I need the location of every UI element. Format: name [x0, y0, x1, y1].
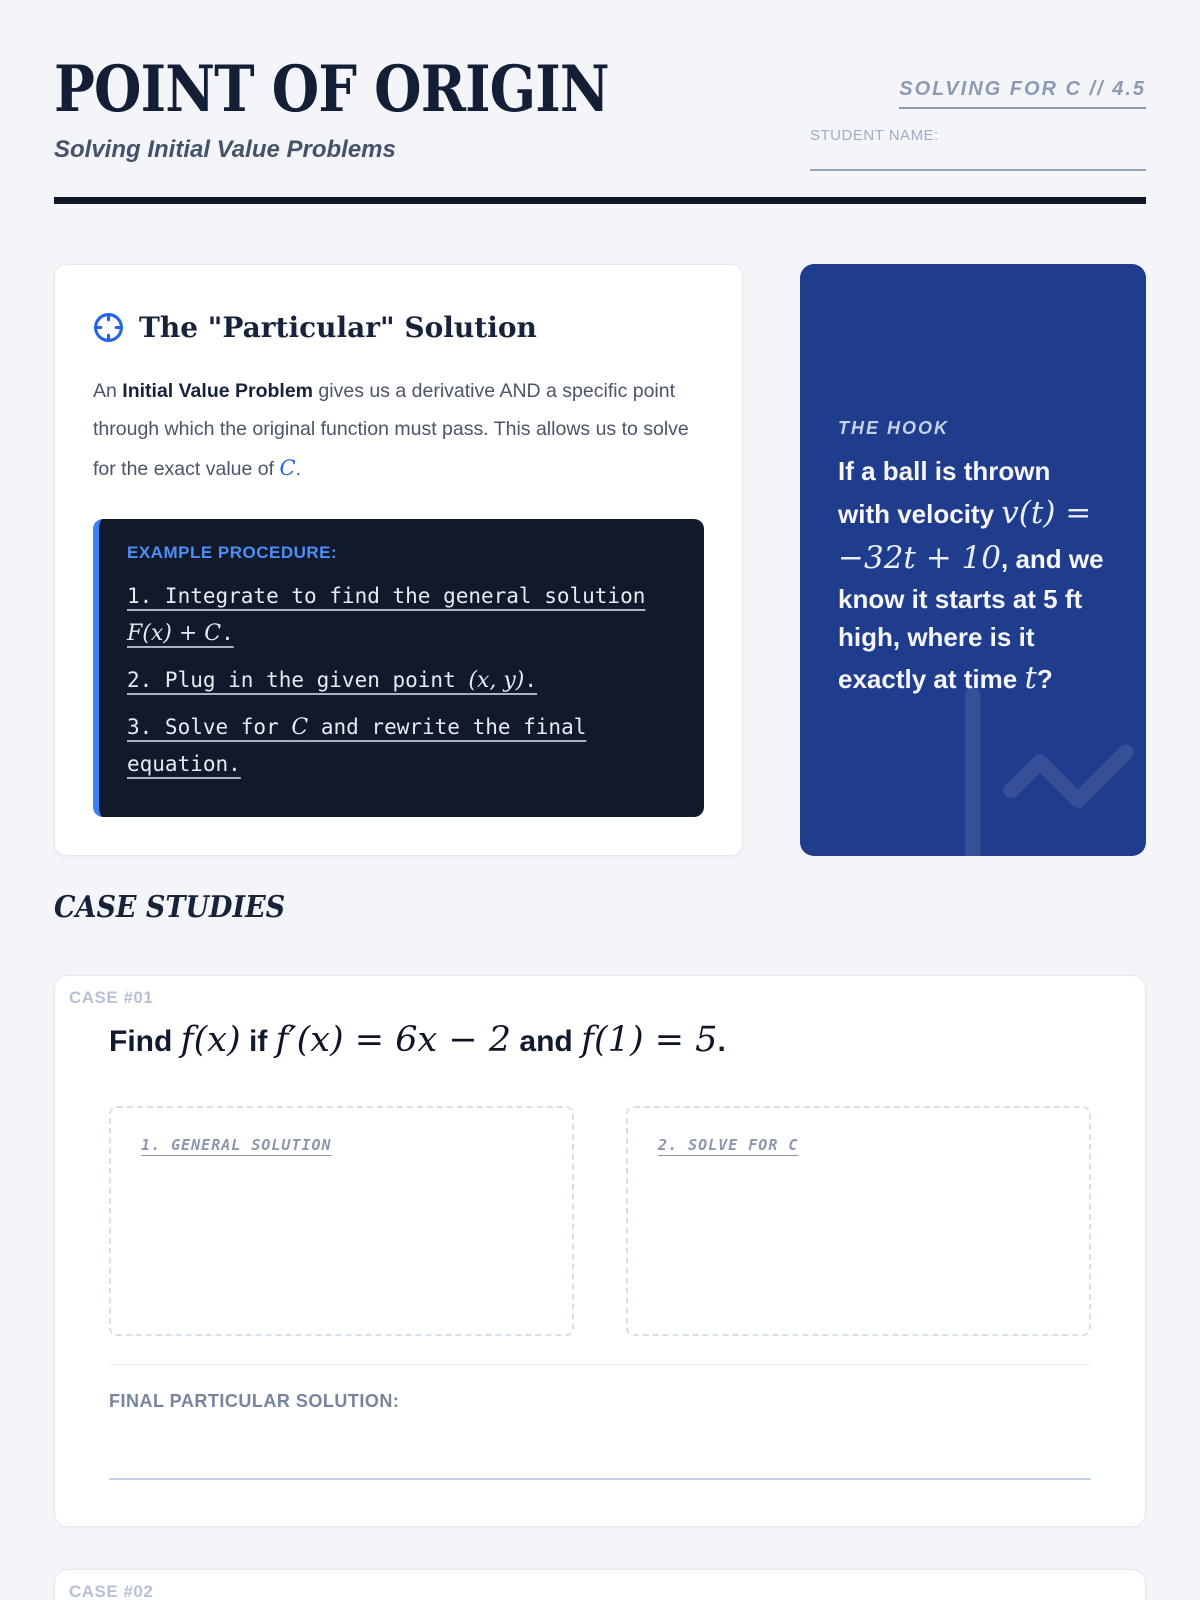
- problem-text: and: [511, 1025, 582, 1058]
- problem-math-condition: f(1) = 5: [581, 1020, 718, 1060]
- final-solution-answer-line[interactable]: [109, 1478, 1091, 1480]
- hook-math-t: t: [1024, 660, 1037, 697]
- procedure-step-2: [127, 662, 676, 699]
- particular-solution-card: [54, 264, 743, 856]
- case-01-problem: [109, 1020, 1091, 1060]
- hook-text-run: ?: [1036, 664, 1053, 695]
- example-procedure-box: [93, 519, 704, 817]
- solve-for-c-label: 2. SOLVE FOR C: [658, 1136, 799, 1154]
- unit-label: SOLVING FOR C // 4.5: [899, 78, 1146, 109]
- step-text: 2. Plug in the given point: [127, 668, 469, 693]
- intro-paragraph-text: An: [93, 380, 123, 402]
- header: [54, 52, 1146, 171]
- math-c: C: [279, 456, 296, 481]
- solve-for-c-work-box[interactable]: [626, 1106, 1091, 1336]
- general-solution-work-box[interactable]: [109, 1106, 574, 1336]
- case-01-label: CASE #01: [69, 988, 154, 1007]
- case-studies-heading: CASE STUDIES: [54, 890, 286, 925]
- work-grid: [109, 1106, 1091, 1336]
- case-divider: [109, 1364, 1091, 1365]
- hook-text-run: If a ball is thrown with velocity: [838, 456, 1051, 529]
- procedure-step-3: [127, 709, 676, 782]
- intro-paragraph: [93, 372, 704, 489]
- case-01-card: [54, 975, 1146, 1527]
- step-text: 3. Solve for: [127, 715, 292, 740]
- intro-paragraph-bold: Initial Value Problem: [122, 380, 314, 402]
- intro-card-title: The "Particular" Solution: [139, 311, 537, 344]
- problem-math-fx: f(x): [180, 1020, 241, 1060]
- header-meta: [810, 58, 1146, 171]
- problem-math-derivative: f′(x) = 6x − 2: [275, 1020, 512, 1060]
- step-text: .: [524, 668, 538, 693]
- student-name-field[interactable]: [810, 127, 1146, 171]
- problem-text: .: [717, 1025, 726, 1058]
- step-text: .: [221, 620, 234, 645]
- crosshair-icon: [93, 312, 124, 343]
- step-text: 1. Integrate to find the general solution: [127, 583, 646, 608]
- intro-paragraph-text: .: [295, 458, 301, 481]
- problem-text: Find: [109, 1025, 181, 1058]
- line-chart-icon: [944, 666, 1146, 856]
- hook-label: THE HOOK: [838, 418, 950, 439]
- procedure-label: EXAMPLE PROCEDURE:: [127, 542, 338, 562]
- step-math: C: [291, 715, 309, 741]
- hook-text: [838, 453, 1108, 701]
- case-02-label: CASE #02: [69, 1582, 154, 1600]
- final-solution-label: FINAL PARTICULAR SOLUTION:: [109, 1391, 400, 1411]
- intro-paragraph-text: gives us a derivative AND a specific point through which the original function must pass. This allows us to solve for the exact value of: [93, 380, 689, 481]
- masthead: [54, 52, 707, 164]
- step-math: F(x) + C: [127, 620, 222, 646]
- hook-text-run: , and we know it starts at 5 ft high, where is it exactly at time: [838, 543, 1104, 695]
- step-math: (x, y): [468, 668, 525, 694]
- hook-math-velocity: v(t) = −32t + 10: [838, 495, 1092, 576]
- problem-text: if: [240, 1025, 276, 1058]
- hook-card: [800, 264, 1146, 856]
- step-text: and rewrite the final equation.: [127, 715, 587, 776]
- header-rule: [54, 197, 1146, 204]
- case-02-card: [54, 1569, 1146, 1600]
- page-title: POINT OF ORIGIN: [54, 52, 609, 127]
- intro-row: [54, 264, 1146, 830]
- page-subtitle: Solving Initial Value Problems: [54, 136, 396, 163]
- procedure-step-1: [127, 579, 676, 652]
- student-name-label: STUDENT NAME:: [810, 127, 939, 144]
- general-solution-label: 1. GENERAL SOLUTION: [141, 1136, 332, 1154]
